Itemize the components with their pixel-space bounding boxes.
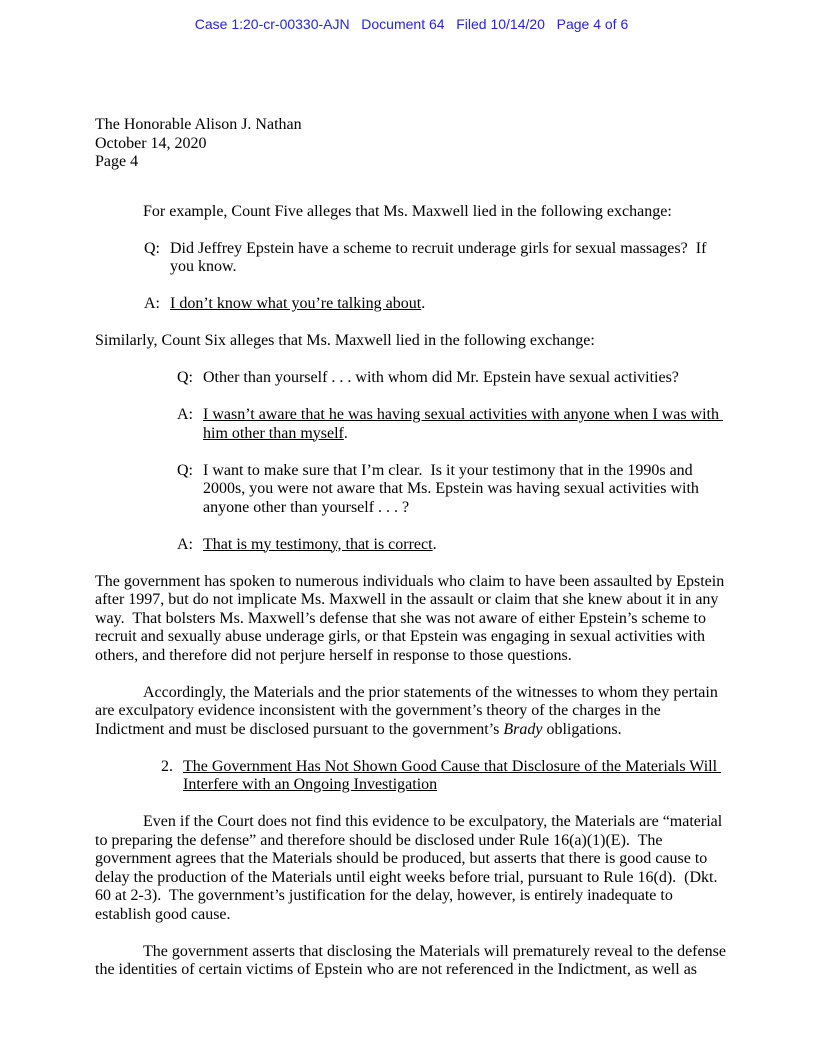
para-government-spoken: The government has spoken to numerous individuals who claim to have been assaulted by Epstein after 1997, but do not implicate Ms. Maxwell in the assault or claim that she knew about it in any way. That bolsters Ms. Maxwell’s defense that she was not aware of either Epstein’s scheme to recruit and sexually abuse underage girls, or that Epstein was engaging in sexual activities with others, and therefore did not perjure herself in response to those questions. <box>95 572 729 664</box>
address-line-date: October 14, 2020 <box>95 134 207 152</box>
qa-row <box>144 240 728 277</box>
qa-label: Q: <box>177 461 193 479</box>
text-segment: Accordingly, the Materials and the prior statements of the witnesses to whom they pertain are exculpatory evidence inconsistent with the government’s theory of the charges in the Indictment and must be disclosed pursuant to the government’s <box>95 683 722 738</box>
para-even-if-court: Even if the Court does not find this evidence to be exculpatory, the Materials are “material to preparing the defense” and therefore should be disclosed under Rule 16(a)(1)(E). The government agrees that the Materials should be produced, but asserts that there is good cause to delay the production of the Materials until eight weeks before trial, pursuant to Rule 16(d). (Dkt. 60 at 2-3). The government’s justification for the delay, however, is entirely inadequate to establish good cause. <box>95 813 727 923</box>
text-segment: That is my testimony, that is correct <box>203 535 433 553</box>
qa-text <box>203 369 728 388</box>
para-accordingly-brady <box>95 684 728 740</box>
qa-label: A: <box>144 295 160 312</box>
qa-label: A: <box>177 535 193 553</box>
text-segment: The Government Has Not Shown Good Cause that Disclosure of the Materials Will Interfere with an Ongoing Investigation <box>183 757 722 793</box>
qa-text <box>203 536 728 555</box>
address-line-page: Page 4 <box>95 153 139 170</box>
para-count-five-intro: For example, Count Five alleges that Ms. Maxwell lied in the following exchange: <box>143 202 672 220</box>
para-count-six-intro: Similarly, Count Six alleges that Ms. Maxwell lied in the following exchange: <box>95 332 595 349</box>
text-segment: I don’t know what you’re talking about <box>170 295 422 312</box>
qa-block-count-five <box>144 240 728 314</box>
text-segment: . <box>432 535 437 553</box>
qa-label: Q: <box>177 369 193 386</box>
text-segment: . <box>343 424 348 442</box>
qa-row <box>177 536 728 555</box>
text-segment: . <box>421 295 426 312</box>
text-segment: I wasn’t aware that he was having sexual activities with anyone when I was with him other than myself <box>203 406 723 442</box>
address-block <box>95 116 728 172</box>
text-segment: Brady <box>503 720 543 738</box>
heading-section-number: 2. <box>161 757 173 775</box>
qa-row <box>144 295 728 314</box>
qa-row <box>177 369 728 388</box>
address-line-recipient: The Honorable Alison J. Nathan <box>95 116 302 133</box>
para-government-asserts: The government asserts that disclosing the Materials will prematurely reveal to the defense the identities of certain victims of Epstein who are not referenced in the Indictment, as well as <box>95 942 730 978</box>
heading-section-2 <box>161 758 728 795</box>
text-segment: Other than yourself . . . with whom did Mr. Epstein have sexual activities? <box>203 369 679 386</box>
court-stamp-header: Case 1:20-cr-00330-AJN Document 64 Filed 10/14/20 Page 4 of 6 <box>194 16 629 32</box>
qa-text <box>203 462 728 518</box>
qa-block-count-six <box>177 369 728 554</box>
qa-label: Q: <box>144 239 160 257</box>
text-segment: I want to make sure that I’m clear. Is it your testimony that in the 1990s and 2000s, you were not aware that Ms. Epstein was having sexual activities with anyone other than yourself . . . ? <box>203 461 703 516</box>
qa-text <box>170 295 728 314</box>
qa-text <box>203 406 728 443</box>
text-segment: obligations. <box>542 720 622 738</box>
text-segment: Did Jeffrey Epstein have a scheme to recruit underage girls for sexual massages? If you know. <box>170 239 711 275</box>
qa-label: A: <box>177 406 193 423</box>
qa-row <box>177 462 728 518</box>
heading-section-title <box>183 758 728 795</box>
qa-row <box>177 406 728 443</box>
qa-text <box>170 240 728 277</box>
